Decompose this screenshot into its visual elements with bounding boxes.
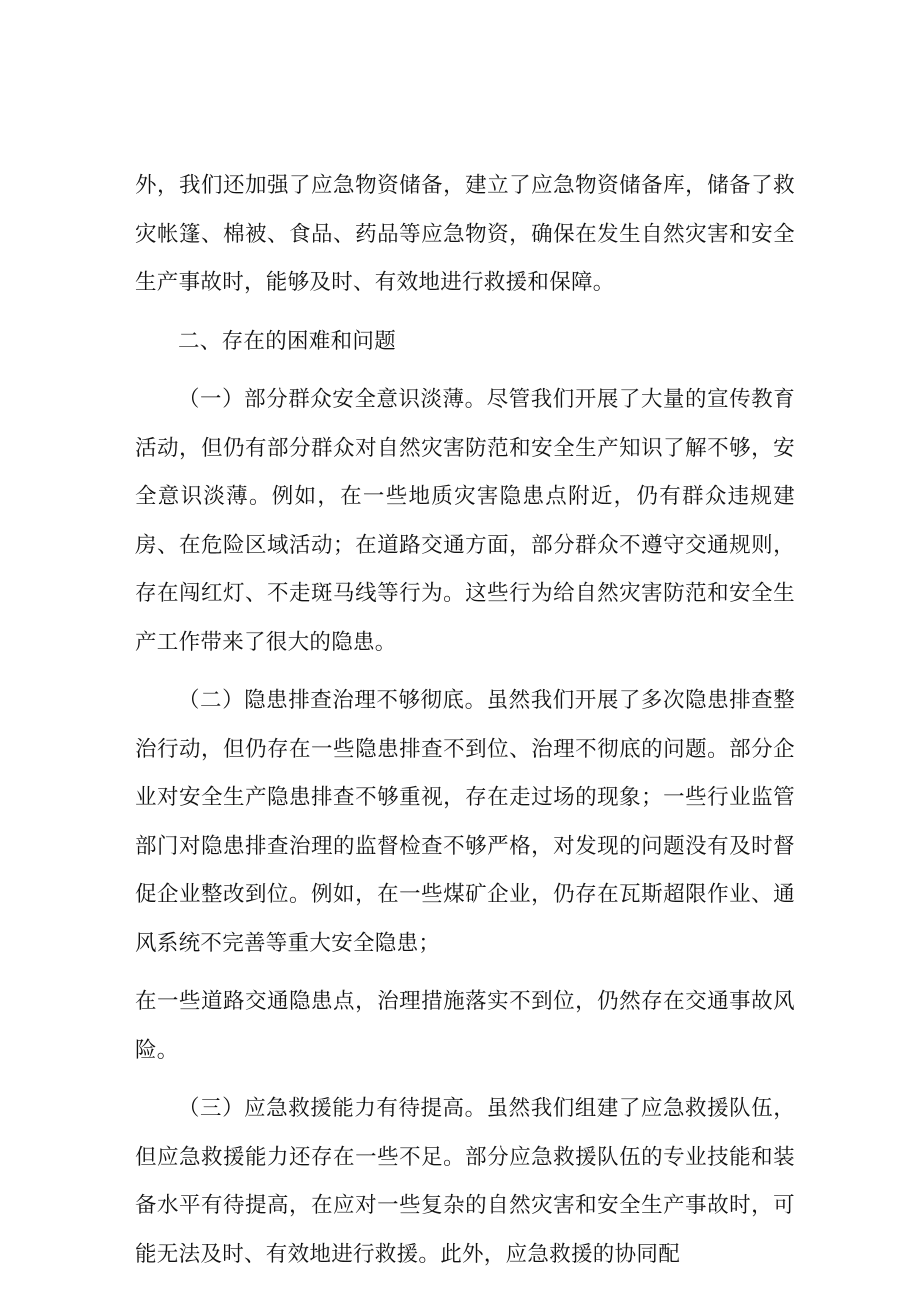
- section-heading-difficulties: 二、存在的困难和问题: [178, 328, 397, 354]
- paragraph-item-2-continuation: 在一些道路交通隐患点，治理措施落实不到位，仍然存在交通事故风险。: [135, 989, 795, 1063]
- paragraph-continuation: 外，我们还加强了应急物资储备，建立了应急物资储备库，储备了救灾帐篷、棉被、食品、药品等应急物资，确保在发生自然灾害和安全生产事故时，能够及时、有效地进行救援和保障。: [135, 173, 795, 295]
- paragraph-item-3: （三）应急救援能力有待提高。虽然我们组建了应急救援队伍，但应急救援能力还存在一些不足。部分应急救援队伍的专业技能和装备水平有待提高，在应对一些复杂的自然灾害和安全生产事故时，可能无法及时、有效地进行救援。此外，应急救援的协同配: [135, 1096, 795, 1267]
- document-body: [135, 162, 795, 1279]
- paragraph-item-1: （一）部分群众安全意识淡薄。尽管我们开展了大量的宣传教育活动，但仍有部分群众对自然灾害防范和安全生产知识了解不够，安全意识淡薄。例如，在一些地质灾害隐患点附近，仍有群众违规建房、在危险区域活动；在道路交通方面，部分群众不遵守交通规则，存在闯红灯、不走斑马线等行为。这些行为给自然灾害防范和安全生产工作带来了很大的隐患。: [135, 387, 795, 655]
- paragraph-item-2: （二）隐患排查治理不够彻底。虽然我们开展了多次隐患排查整治行动，但仍存在一些隐患排查不到位、治理不彻底的问题。部分企业对安全生产隐患排查不够重视，存在走过场的现象；一些行业监管部门对隐患排查治理的监督检查不够严格，对发现的问题没有及时督促企业整改到位。例如，在一些煤矿企业，仍存在瓦斯超限作业、通风系统不完善等重大安全隐患；: [135, 688, 795, 956]
